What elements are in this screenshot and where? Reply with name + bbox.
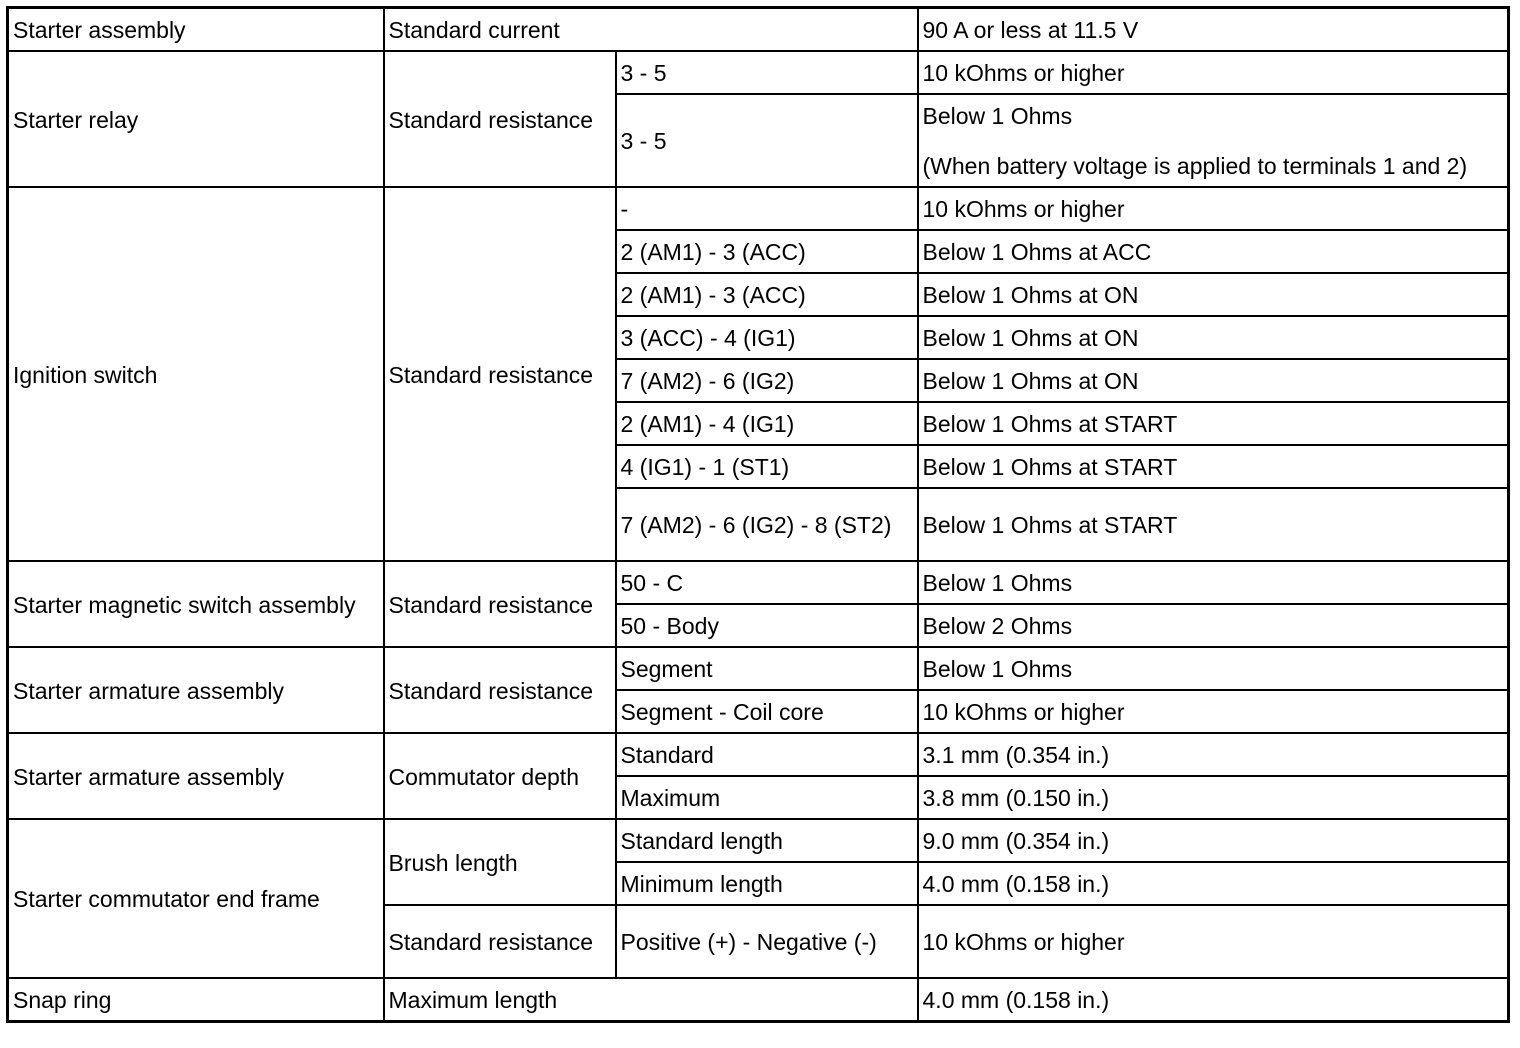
connection-cell: 2 (AM1) - 3 (ACC) — [616, 273, 918, 316]
condition-cell: Standard current — [384, 8, 918, 52]
spec-cell: Below 1 Ohms at START — [918, 445, 1509, 488]
spec-cell: 10 kOhms or higher — [918, 51, 1509, 94]
table-row — [8, 978, 1509, 1022]
connection-cell: 50 - C — [616, 561, 918, 604]
item-cell: Starter commutator end frame — [8, 819, 384, 978]
connection-cell: 2 (AM1) - 4 (IG1) — [616, 402, 918, 445]
connection-cell: - — [616, 187, 918, 230]
condition-cell: Standard resistance — [384, 647, 616, 733]
spec-cell: Below 1 Ohms at ON — [918, 359, 1509, 402]
spec-cell: 10 kOhms or higher — [918, 690, 1509, 733]
condition-cell: Standard resistance — [384, 51, 616, 187]
connection-cell: 50 - Body — [616, 604, 918, 647]
connection-cell: Standard — [616, 733, 918, 776]
connection-cell: Standard length — [616, 819, 918, 862]
spec-cell: Below 1 Ohms — [918, 561, 1509, 604]
table-row — [8, 8, 1509, 52]
condition-cell: Commutator depth — [384, 733, 616, 819]
spec-note: (When battery voltage is applied to terminals 1 and 2) — [922, 153, 1468, 179]
spec-cell: 10 kOhms or higher — [918, 905, 1509, 978]
connection-cell: 7 (AM2) - 6 (IG2) - 8 (ST2) — [616, 488, 918, 561]
table-row — [8, 647, 1509, 690]
connection-cell: 2 (AM1) - 3 (ACC) — [616, 230, 918, 273]
item-cell: Ignition switch — [8, 187, 384, 561]
spec-value: Below 1 Ohms — [922, 103, 1073, 129]
spec-cell: 4.0 mm (0.158 in.) — [918, 978, 1509, 1022]
connection-cell: Segment — [616, 647, 918, 690]
table-row — [8, 51, 1509, 94]
connection-cell: Maximum — [616, 776, 918, 819]
table-row — [8, 733, 1509, 776]
table-row — [8, 187, 1509, 230]
condition-cell: Standard resistance — [384, 187, 616, 561]
condition-cell: Maximum length — [384, 978, 918, 1022]
item-cell: Starter relay — [8, 51, 384, 187]
spec-cell: Below 1 Ohms at START — [918, 488, 1509, 561]
spec-cell: 3.8 mm (0.150 in.) — [918, 776, 1509, 819]
connection-cell: 7 (AM2) - 6 (IG2) — [616, 359, 918, 402]
spec-cell: 10 kOhms or higher — [918, 187, 1509, 230]
connection-cell: 4 (IG1) - 1 (ST1) — [616, 445, 918, 488]
specifications-table — [6, 6, 1510, 1023]
item-cell: Starter armature assembly — [8, 647, 384, 733]
connection-cell: Positive (+) - Negative (-) — [616, 905, 918, 978]
connection-cell: 3 - 5 — [616, 94, 918, 187]
condition-cell: Brush length — [384, 819, 616, 905]
connection-cell: 3 (ACC) - 4 (IG1) — [616, 316, 918, 359]
item-cell: Starter assembly — [8, 8, 384, 52]
spec-cell: 9.0 mm (0.354 in.) — [918, 819, 1509, 862]
table-row — [8, 561, 1509, 604]
spec-cell — [918, 94, 1509, 187]
spec-cell: Below 1 Ohms at ON — [918, 316, 1509, 359]
spec-cell: 3.1 mm (0.354 in.) — [918, 733, 1509, 776]
table-row — [8, 819, 1509, 862]
connection-cell: 3 - 5 — [616, 51, 918, 94]
spec-cell: Below 2 Ohms — [918, 604, 1509, 647]
condition-cell: Standard resistance — [384, 905, 616, 978]
item-cell: Snap ring — [8, 978, 384, 1022]
spec-cell: Below 1 Ohms at ACC — [918, 230, 1509, 273]
spec-cell: 90 A or less at 11.5 V — [918, 8, 1509, 52]
item-cell: Starter armature assembly — [8, 733, 384, 819]
connection-cell: Minimum length — [616, 862, 918, 905]
spec-cell: Below 1 Ohms at ON — [918, 273, 1509, 316]
spec-cell: Below 1 Ohms at START — [918, 402, 1509, 445]
spec-cell: 4.0 mm (0.158 in.) — [918, 862, 1509, 905]
connection-cell: Segment - Coil core — [616, 690, 918, 733]
item-cell: Starter magnetic switch assembly — [8, 561, 384, 647]
spec-cell: Below 1 Ohms — [918, 647, 1509, 690]
condition-cell: Standard resistance — [384, 561, 616, 647]
